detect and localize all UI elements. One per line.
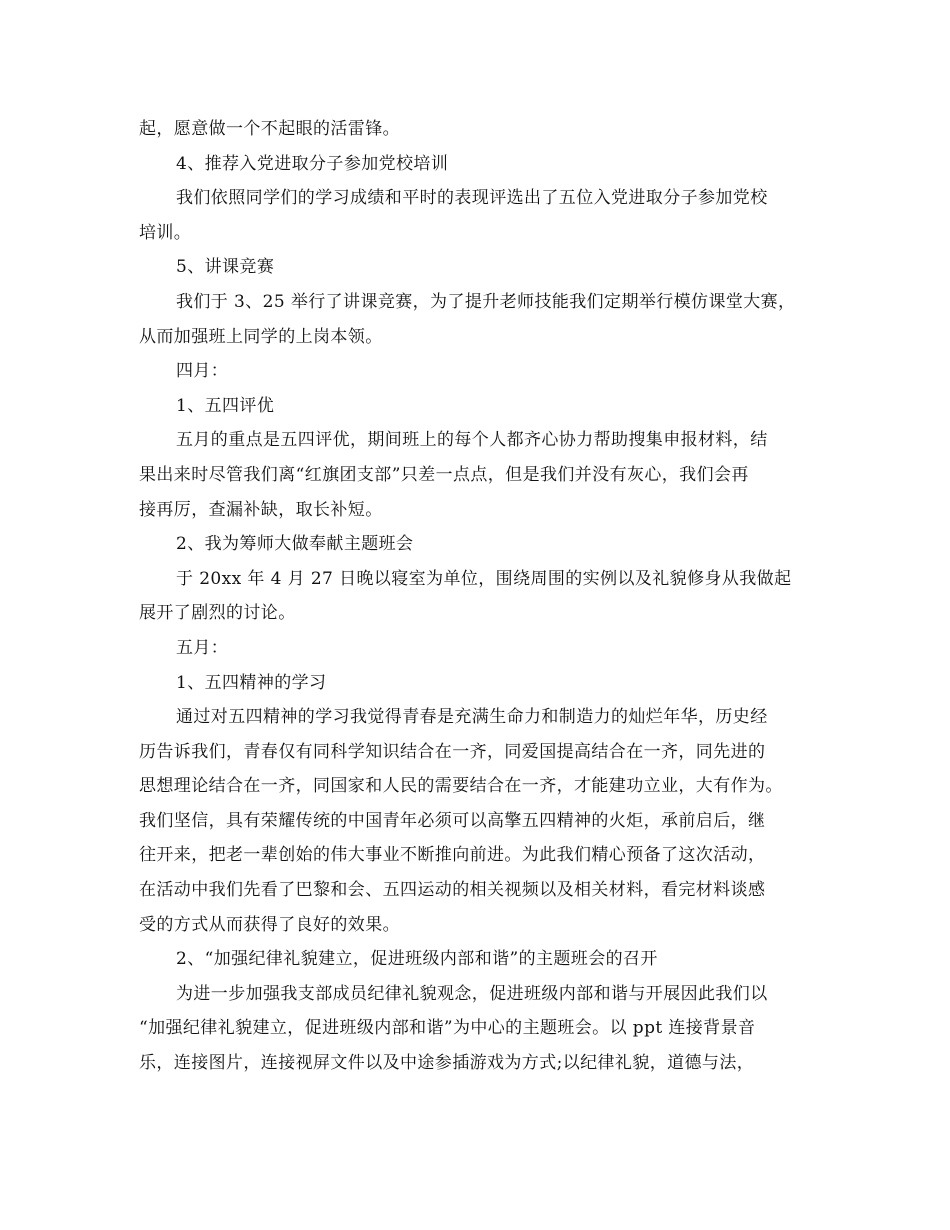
text-line: 1、五四精神的学习 [176, 672, 327, 693]
text-line: 展开了剧烈的讨论。 [139, 603, 296, 624]
text-line: 2、我为筹师大做奉献主题班会 [176, 534, 414, 555]
text-line: 我们于 3、25 举行了讲课竞赛，为了提升老师技能我们定期举行模仿课堂大赛， [176, 291, 796, 312]
text-line: 通过对五四精神的学习我觉得青春是充满生命力和制造力的灿烂年华，历史经 [176, 707, 768, 728]
text-line: 为进一步加强我支部成员纪律礼貌观念，促进班级内部和谐与开展因此我们以 [176, 983, 768, 1004]
text-line: 4、推荐入党进取分子参加党校培训 [176, 153, 449, 174]
text-line: 五月的重点是五四评优，期间班上的每个人都齐心协力帮助搜集申报材料，结 [176, 430, 768, 451]
text-line: 于 20xx 年 4 月 27 日晚以寝室为单位，围绕周围的实例以及礼貌修身从我做起 [176, 568, 792, 589]
text-line: 从而加强班上同学的上岗本领。 [139, 326, 383, 347]
text-line: 我们依照同学们的学习成绩和平时的表现评选出了五位入党进取分子参加党校 [176, 188, 768, 209]
text-line: 果出来时尽管我们离“红旗团支部”只差一点点，但是我们并没有灰心，我们会再 [139, 464, 749, 485]
text-line: 1、五四评优 [176, 395, 275, 416]
text-line: 5、讲课竞赛 [176, 257, 275, 278]
text-line: 乐，连接图片，连接视屏文件以及中途参插游戏为方式;以纪律礼貌，道德与法， [139, 1053, 755, 1074]
text-line: 我们坚信，具有荣耀传统的中国青年必须可以高擎五四精神的火炬，承前启后，继 [139, 810, 766, 831]
text-line: 在活动中我们先看了巴黎和会、五四运动的相关视频以及相关材料，看完材料谈感 [139, 880, 766, 901]
text-line: 四月： [176, 361, 229, 382]
text-line: 五月： [176, 637, 229, 658]
document-body [139, 112, 829, 1081]
text-line: 往开来，把老一辈创始的伟大事业不断推向前进。为此我们精心预备了这次活动， [139, 845, 766, 866]
text-line: 接再厉，查漏补缺，取长补短。 [139, 499, 383, 520]
text-line: 历告诉我们，青春仅有同科学知识结合在一齐，同爱国提高结合在一齐，同先进的 [139, 741, 766, 762]
text-line: 培训。 [139, 222, 192, 243]
text-line: 起，愿意做一个不起眼的活雷锋。 [139, 119, 400, 139]
text-line: 受的方式从而获得了良好的效果。 [139, 914, 400, 935]
text-line: 思想理论结合在一齐，同国家和人民的需要结合在一齐，才能建功立业，大有作为。 [139, 776, 783, 797]
text-line: 2、“加强纪律礼貌建立，促进班级内部和谐”的主题班会的召开 [176, 949, 658, 970]
text-line: “加强纪律礼貌建立，促进班级内部和谐”为中心的主题班会。以 ppt 连接背景音 [139, 1018, 756, 1039]
